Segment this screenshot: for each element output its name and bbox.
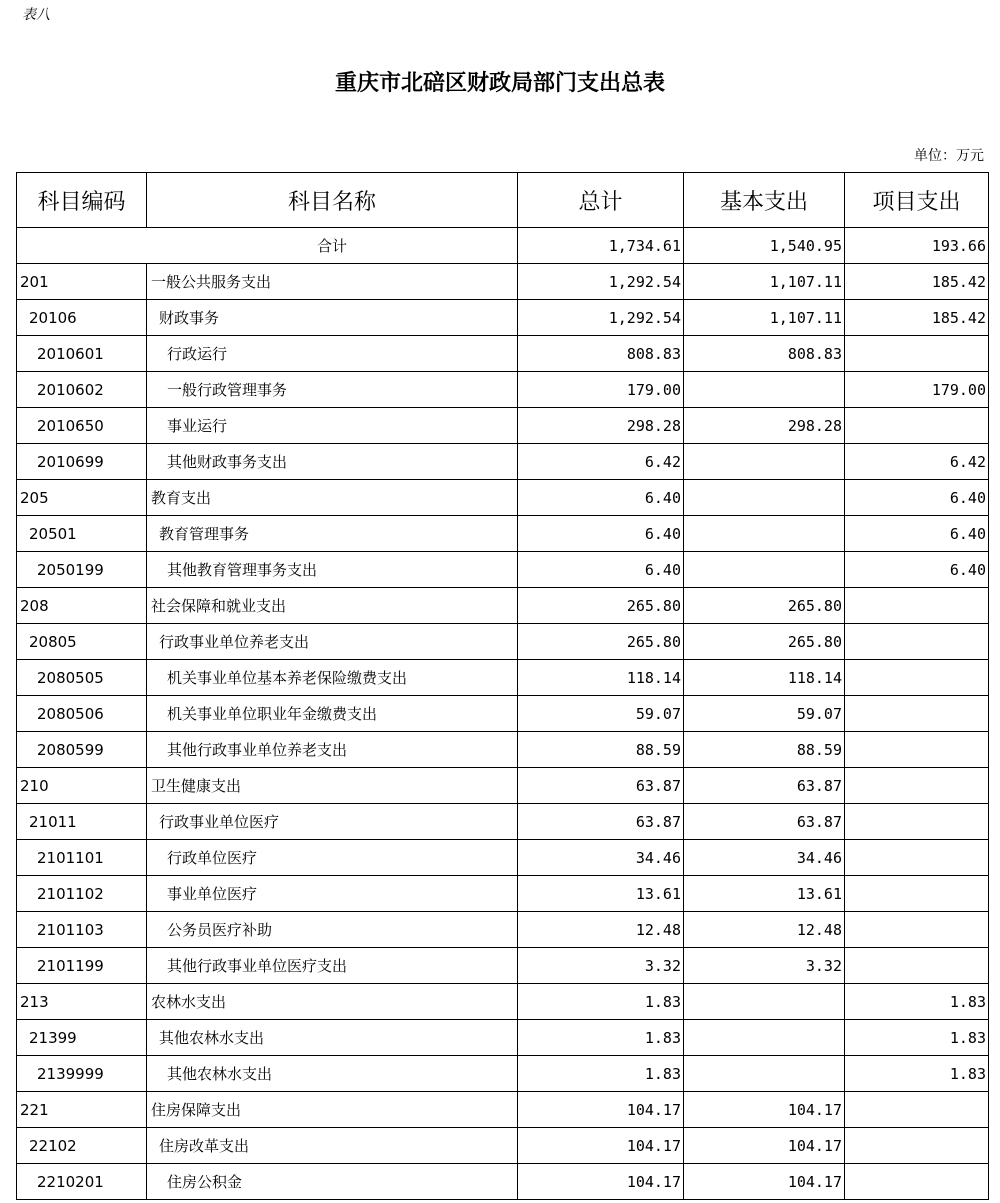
row-project: [845, 768, 989, 804]
row-total: 179.00: [518, 372, 684, 408]
row-total: 59.07: [518, 696, 684, 732]
row-code: 221: [17, 1092, 147, 1128]
row-name: 其他教育管理事务支出: [147, 552, 518, 588]
row-basic: [684, 516, 845, 552]
row-name: 其他农林水支出: [147, 1056, 518, 1092]
row-basic: 104.17: [684, 1164, 845, 1200]
row-total: 6.40: [518, 516, 684, 552]
row-code: 22102: [17, 1128, 147, 1164]
row-code: 2101103: [17, 912, 147, 948]
row-project: [845, 624, 989, 660]
row-name: 农林水支出: [147, 984, 518, 1020]
row-name: 社会保障和就业支出: [147, 588, 518, 624]
row-project: 6.40: [845, 552, 989, 588]
table-row: [17, 1092, 989, 1128]
row-total: 808.83: [518, 336, 684, 372]
row-basic: 104.17: [684, 1128, 845, 1164]
row-basic: 3.32: [684, 948, 845, 984]
row-code: 201: [17, 264, 147, 300]
row-name: 行政事业单位养老支出: [147, 624, 518, 660]
total-total: 1,734.61: [518, 228, 684, 264]
row-basic: 298.28: [684, 408, 845, 444]
row-project: 1.83: [845, 984, 989, 1020]
table-row: [17, 840, 989, 876]
row-basic: 59.07: [684, 696, 845, 732]
row-project: [845, 948, 989, 984]
row-project: [845, 696, 989, 732]
table-row: [17, 696, 989, 732]
row-code: 205: [17, 480, 147, 516]
table-row: [17, 624, 989, 660]
row-basic: [684, 444, 845, 480]
table-row: [17, 1056, 989, 1092]
table-row: [17, 408, 989, 444]
row-name: 行政运行: [147, 336, 518, 372]
table-row: [17, 264, 989, 300]
row-code: 20106: [17, 300, 147, 336]
row-total: 298.28: [518, 408, 684, 444]
header-total: 总计: [518, 173, 684, 228]
row-total: 6.42: [518, 444, 684, 480]
row-basic: 808.83: [684, 336, 845, 372]
table-row: [17, 912, 989, 948]
row-name: 住房改革支出: [147, 1128, 518, 1164]
row-code: 2101101: [17, 840, 147, 876]
row-basic: [684, 1020, 845, 1056]
unit-label: 单位：万元: [914, 148, 984, 164]
row-name: 住房保障支出: [147, 1092, 518, 1128]
row-code: 213: [17, 984, 147, 1020]
row-project: 6.42: [845, 444, 989, 480]
row-total: 3.32: [518, 948, 684, 984]
row-code: 2010601: [17, 336, 147, 372]
table-row: [17, 480, 989, 516]
row-project: [845, 660, 989, 696]
row-project: [845, 408, 989, 444]
row-name: 财政事务: [147, 300, 518, 336]
row-total: 1,292.54: [518, 264, 684, 300]
row-total: 1.83: [518, 1056, 684, 1092]
row-basic: 265.80: [684, 588, 845, 624]
row-name: 事业运行: [147, 408, 518, 444]
table-row: [17, 876, 989, 912]
row-code: 2050199: [17, 552, 147, 588]
row-project: [845, 912, 989, 948]
row-total: 1.83: [518, 984, 684, 1020]
header-basic: 基本支出: [684, 173, 845, 228]
row-code: 2080506: [17, 696, 147, 732]
header-name: 科目名称: [147, 173, 518, 228]
row-basic: 265.80: [684, 624, 845, 660]
row-code: 2010699: [17, 444, 147, 480]
row-code: 21399: [17, 1020, 147, 1056]
table-tag: 表八: [22, 7, 50, 23]
table-row: [17, 732, 989, 768]
row-project: 185.42: [845, 264, 989, 300]
row-name: 卫生健康支出: [147, 768, 518, 804]
row-code: 210: [17, 768, 147, 804]
row-basic: [684, 480, 845, 516]
row-total: 104.17: [518, 1128, 684, 1164]
row-basic: 118.14: [684, 660, 845, 696]
row-basic: [684, 552, 845, 588]
row-name: 一般行政管理事务: [147, 372, 518, 408]
table-row: [17, 768, 989, 804]
table-body: [17, 228, 989, 1200]
row-code: 2080505: [17, 660, 147, 696]
row-total: 1,292.54: [518, 300, 684, 336]
row-project: 1.83: [845, 1056, 989, 1092]
row-basic: 1,107.11: [684, 300, 845, 336]
table-row: [17, 336, 989, 372]
row-name: 其他财政事务支出: [147, 444, 518, 480]
row-total: 265.80: [518, 588, 684, 624]
total-basic: 1,540.95: [684, 228, 845, 264]
row-name: 其他农林水支出: [147, 1020, 518, 1056]
table-row: [17, 300, 989, 336]
table-row: [17, 948, 989, 984]
row-name: 行政单位医疗: [147, 840, 518, 876]
row-total: 6.40: [518, 480, 684, 516]
table-row: [17, 444, 989, 480]
row-basic: 1,107.11: [684, 264, 845, 300]
row-total: 34.46: [518, 840, 684, 876]
row-basic: [684, 1056, 845, 1092]
row-total: 265.80: [518, 624, 684, 660]
page-title: 重庆市北碚区财政局部门支出总表: [334, 70, 665, 96]
table-row: [17, 516, 989, 552]
total-project: 193.66: [845, 228, 989, 264]
table-row: [17, 1164, 989, 1200]
row-project: [845, 1092, 989, 1128]
row-project: [845, 336, 989, 372]
row-name: 事业单位医疗: [147, 876, 518, 912]
row-total: 104.17: [518, 1092, 684, 1128]
row-project: [845, 588, 989, 624]
row-project: [845, 876, 989, 912]
row-name: 机关事业单位基本养老保险缴费支出: [147, 660, 518, 696]
row-total: 1.83: [518, 1020, 684, 1056]
row-code: 2080599: [17, 732, 147, 768]
row-name: 一般公共服务支出: [147, 264, 518, 300]
row-code: 20805: [17, 624, 147, 660]
row-total: 118.14: [518, 660, 684, 696]
row-name: 其他行政事业单位养老支出: [147, 732, 518, 768]
table-row: [17, 1020, 989, 1056]
row-name: 行政事业单位医疗: [147, 804, 518, 840]
row-basic: 12.48: [684, 912, 845, 948]
total-row: [17, 228, 989, 264]
row-project: 6.40: [845, 516, 989, 552]
row-name: 住房公积金: [147, 1164, 518, 1200]
header-code: 科目编码: [17, 173, 147, 228]
row-code: 208: [17, 588, 147, 624]
row-code: 20501: [17, 516, 147, 552]
row-code: 2101199: [17, 948, 147, 984]
row-basic: 63.87: [684, 768, 845, 804]
row-code: 21011: [17, 804, 147, 840]
header-project: 项目支出: [845, 173, 989, 228]
total-label: 合计: [17, 228, 518, 264]
row-code: 2010650: [17, 408, 147, 444]
row-basic: [684, 372, 845, 408]
row-project: 1.83: [845, 1020, 989, 1056]
row-basic: 88.59: [684, 732, 845, 768]
table-row: [17, 984, 989, 1020]
row-name: 机关事业单位职业年金缴费支出: [147, 696, 518, 732]
row-project: [845, 732, 989, 768]
row-project: [845, 1128, 989, 1164]
row-total: 104.17: [518, 1164, 684, 1200]
row-project: [845, 804, 989, 840]
row-total: 6.40: [518, 552, 684, 588]
row-code: 2010602: [17, 372, 147, 408]
row-code: 2139999: [17, 1056, 147, 1092]
table-row: [17, 588, 989, 624]
row-total: 88.59: [518, 732, 684, 768]
row-name: 其他行政事业单位医疗支出: [147, 948, 518, 984]
row-basic: [684, 984, 845, 1020]
row-project: [845, 1164, 989, 1200]
row-project: 185.42: [845, 300, 989, 336]
header-row: [17, 173, 989, 228]
row-total: 63.87: [518, 768, 684, 804]
row-name: 教育管理事务: [147, 516, 518, 552]
row-project: 6.40: [845, 480, 989, 516]
row-name: 公务员医疗补助: [147, 912, 518, 948]
row-total: 12.48: [518, 912, 684, 948]
row-project: [845, 840, 989, 876]
row-project: 179.00: [845, 372, 989, 408]
row-total: 63.87: [518, 804, 684, 840]
table-row: [17, 1128, 989, 1164]
row-name: 教育支出: [147, 480, 518, 516]
expenditure-table: [16, 172, 989, 1200]
row-basic: 34.46: [684, 840, 845, 876]
table-row: [17, 804, 989, 840]
row-code: 2101102: [17, 876, 147, 912]
table-row: [17, 660, 989, 696]
table-row: [17, 552, 989, 588]
row-code: 2210201: [17, 1164, 147, 1200]
row-basic: 104.17: [684, 1092, 845, 1128]
row-total: 13.61: [518, 876, 684, 912]
row-basic: 63.87: [684, 804, 845, 840]
row-basic: 13.61: [684, 876, 845, 912]
table-row: [17, 372, 989, 408]
